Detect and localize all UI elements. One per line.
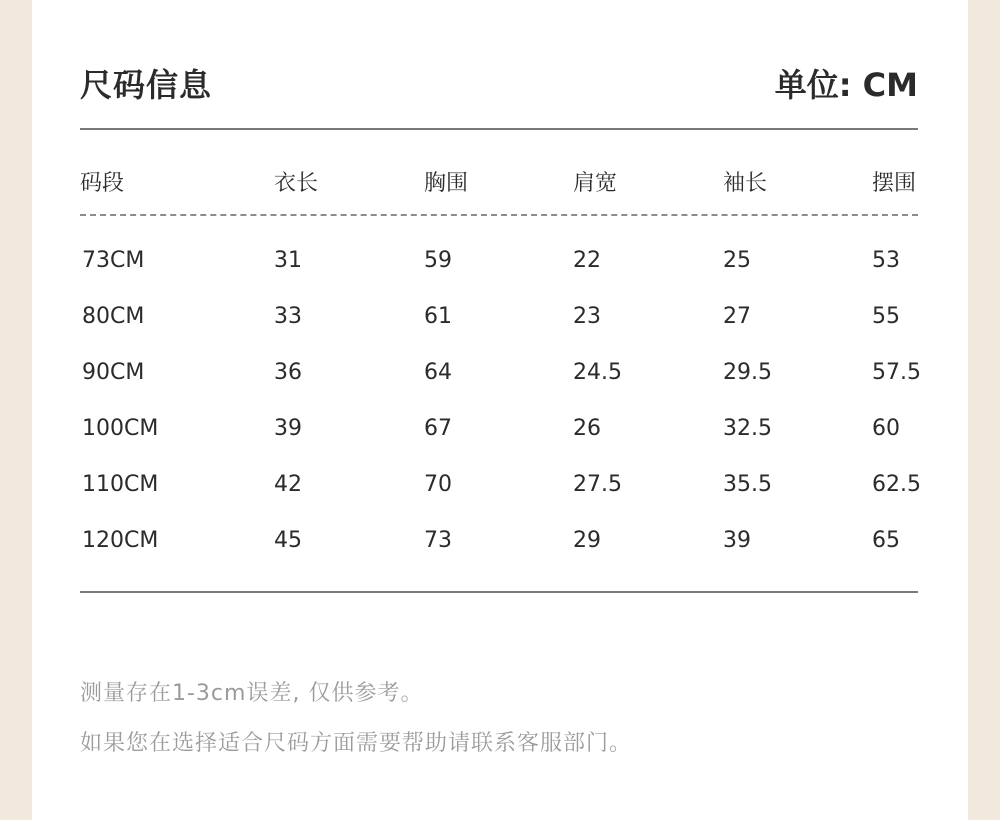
table-cell: 90CM bbox=[82, 360, 145, 385]
table-cell: 33 bbox=[274, 304, 302, 329]
top-divider bbox=[80, 128, 918, 130]
header-dashed-divider bbox=[80, 214, 918, 216]
table-cell: 73CM bbox=[82, 248, 145, 273]
table-cell: 59 bbox=[424, 248, 452, 273]
table-cell: 42 bbox=[274, 472, 302, 497]
table-cell: 60 bbox=[872, 416, 900, 441]
table-cell: 100CM bbox=[82, 416, 159, 441]
table-cell: 25 bbox=[723, 248, 751, 273]
table-cell: 24.5 bbox=[573, 360, 622, 385]
header-length: 衣长 bbox=[274, 171, 319, 196]
table-cell: 29.5 bbox=[723, 360, 772, 385]
table-cell: 27.5 bbox=[573, 472, 622, 497]
table-cell: 53 bbox=[872, 248, 900, 273]
table-cell: 70 bbox=[424, 472, 452, 497]
header-sleeve: 袖长 bbox=[723, 171, 768, 196]
table-cell: 110CM bbox=[82, 472, 159, 497]
table-cell: 65 bbox=[872, 528, 900, 553]
page-title: 尺码信息 bbox=[80, 66, 213, 104]
table-cell: 31 bbox=[274, 248, 302, 273]
table-cell: 39 bbox=[274, 416, 302, 441]
table-cell: 55 bbox=[872, 304, 900, 329]
table-cell: 22 bbox=[573, 248, 601, 273]
table-cell: 62.5 bbox=[872, 472, 921, 497]
table-cell: 73 bbox=[424, 528, 452, 553]
table-cell: 45 bbox=[274, 528, 302, 553]
table-cell: 67 bbox=[424, 416, 452, 441]
header-shoulder: 肩宽 bbox=[573, 171, 618, 196]
table-cell: 80CM bbox=[82, 304, 145, 329]
help-note: 如果您在选择适合尺码方面需要帮助请联系客服部门。 bbox=[80, 731, 633, 756]
table-cell: 57.5 bbox=[872, 360, 921, 385]
header-chest: 胸围 bbox=[424, 171, 469, 196]
unit-label: 单位: CM bbox=[774, 66, 918, 104]
table-cell: 27 bbox=[723, 304, 751, 329]
header-size: 码段 bbox=[80, 171, 125, 196]
table-cell: 61 bbox=[424, 304, 452, 329]
table-cell: 23 bbox=[573, 304, 601, 329]
table-cell: 35.5 bbox=[723, 472, 772, 497]
table-cell: 26 bbox=[573, 416, 601, 441]
table-cell: 64 bbox=[424, 360, 452, 385]
table-cell: 39 bbox=[723, 528, 751, 553]
table-cell: 32.5 bbox=[723, 416, 772, 441]
bottom-divider bbox=[80, 591, 918, 593]
header-hem: 摆围 bbox=[872, 171, 917, 196]
table-cell: 120CM bbox=[82, 528, 159, 553]
measurement-note: 测量存在1-3cm误差, 仅供参考。 bbox=[80, 681, 424, 706]
table-cell: 29 bbox=[573, 528, 601, 553]
table-cell: 36 bbox=[274, 360, 302, 385]
